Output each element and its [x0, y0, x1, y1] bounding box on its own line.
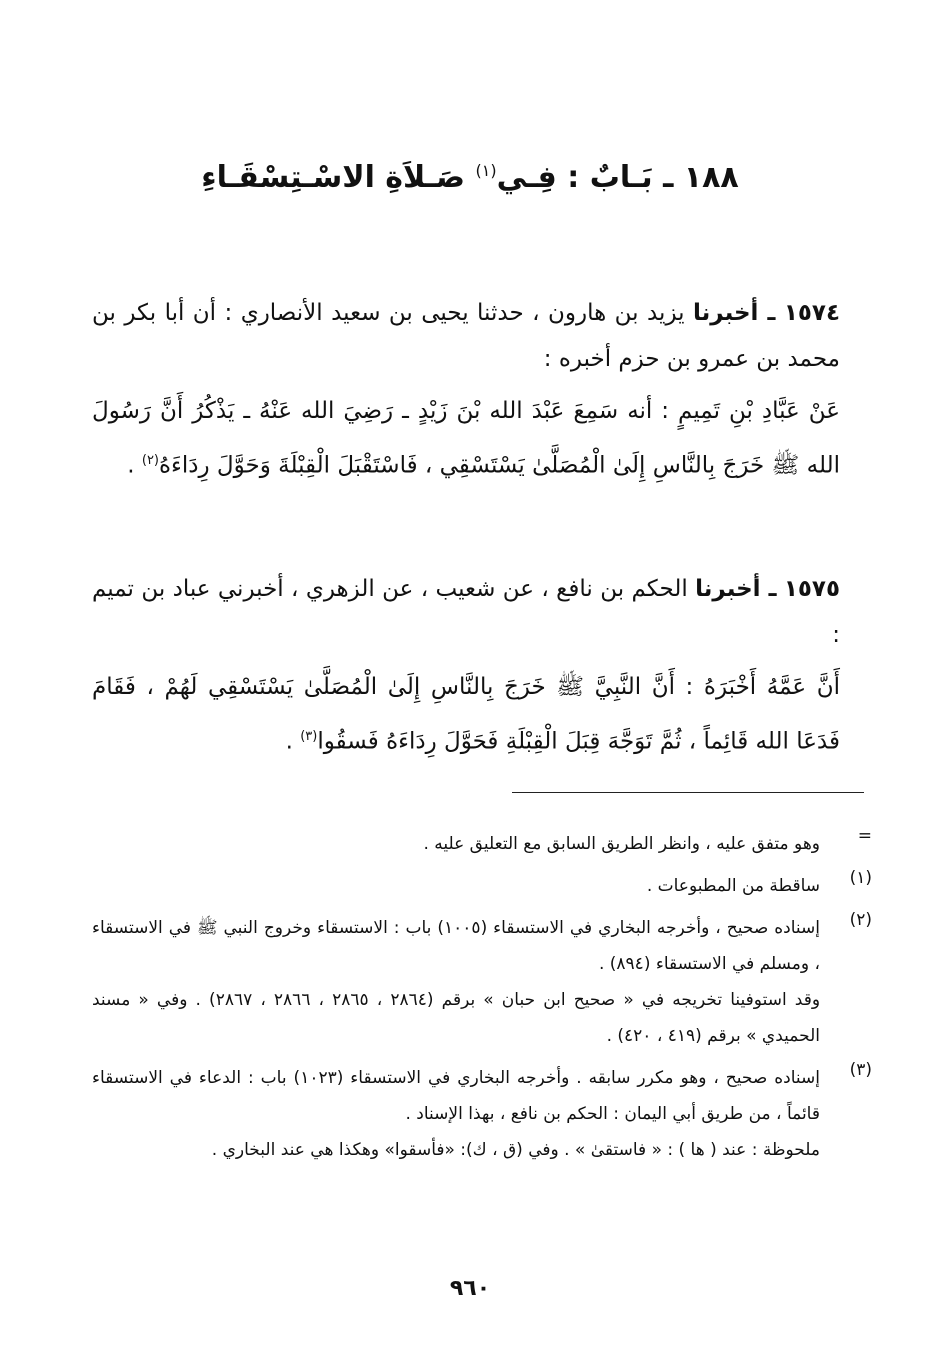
footnote-line: إسناده صحيح ، وأخرجه البخاري في الاستسقاء (١٠٠٥) باب : الاستسقاء وخروج النبي ﷺ في الاستسقاء ، ومسلم في الاستسقاء (٨٩٤) .	[92, 918, 820, 974]
footnote-line: وقد استوفينا تخريجه في « صحيح ابن حبان » برقم (٢٨٦٤ ، ٢٨٦٥ ، ٢٨٦٦ ، ٢٨٦٧) . وفي « مسند الحميدي » برقم (٤١٩ ، ٤٢٠) .	[92, 990, 821, 1046]
chapter-footnote-ref: (١)	[475, 161, 497, 180]
footnote	[92, 868, 872, 904]
hadith-isnad	[92, 290, 840, 382]
hadith-matn-text: أَنَّ عَمَّهُ أَخْبَرَهُ : أَنَّ النَّبِيَّ ﷺ خَرَجَ بِالنَّاسِ إِلَىٰ الْمُصَلَّىٰ يَسْتَسْقِي لَهُمْ ، فَقَامَ فَدَعَا الله قَائِماً ، ثُمَّ تَوَجَّهَ قِبَلَ الْقِبْلَةِ فَحَوَّلَ رِدَاءَهُ فَسقُوا	[92, 674, 840, 755]
footnote-body	[92, 910, 820, 1054]
hadith-matn	[92, 386, 840, 491]
hadith-1574	[92, 290, 840, 491]
hadith-number: ١٥٧٤	[783, 300, 840, 326]
footnote-line: إسناده صحيح ، وهو مكرر سابقه . وأخرجه البخاري في الاستسقاء (١٠٢٣) باب : الدعاء في الاستسقاء قائماً ، من طريق أبي اليمان : الحكم بن نافع ، بهذا الإسناد .	[92, 1068, 820, 1124]
hadith-isnad	[92, 566, 840, 658]
chapter-subject: صَـلاَةِ الاسْـتِسْقَـاءِ	[201, 160, 466, 195]
hadith-lead: ـ أخبرنا	[695, 576, 777, 602]
footnote	[92, 826, 872, 862]
hadith-end: .	[127, 452, 135, 479]
hadith-footnote-ref: (٣)	[300, 729, 318, 744]
chapter-number: ١٨٨	[683, 160, 739, 195]
hadith-end: .	[285, 728, 293, 755]
page-number: ٩٦٠	[449, 1276, 491, 1301]
footnote-body	[92, 826, 820, 862]
footnote-mark: (٢)	[849, 910, 872, 930]
footnote-separator	[512, 792, 864, 793]
chapter-title	[0, 160, 940, 195]
footnote	[92, 910, 872, 1054]
footnote-line: ساقطة من المطبوعات .	[646, 876, 820, 896]
footnote-line: ملحوظة : عند ( ها ) : « فاستقىٰ » . وفي (ق ، ك): «فأسقوا» وهكذا هي عند البخاري .	[211, 1140, 820, 1160]
hadith-matn-text: عَنْ عَبَّادِ بْنِ تَمِيمٍ : أنه سَمِعَ عَبْدَ الله بْنَ زَيْدٍ ـ رَضِيَ الله عَنْهُ ـ يَذْكُرُ أَنَّ رَسُولَ الله ﷺ خَرَجَ بِالنَّاسِ إِلَىٰ الْمُصَلَّىٰ يَسْتَسْقِي ، فَاسْتَقْبَلَ الْقِبْلَةَ وَحَوَّلَ رِدَاءَهُ	[92, 398, 840, 479]
hadith-isnad-text: يزيد بن هارون ، حدثنا يحيى بن سعيد الأنصاري : أن أبا بكر بن محمد بن عمرو بن حزم أخبره :	[92, 300, 840, 372]
footnote-mark: (٣)	[849, 1060, 872, 1080]
hadith-number: ١٥٧٥	[783, 576, 840, 602]
footnote-mark: =	[857, 826, 872, 846]
hadith-1575	[92, 566, 840, 767]
hadith-matn	[92, 662, 840, 767]
footnote	[92, 1060, 872, 1168]
footnote-mark: (١)	[849, 868, 872, 888]
chapter-label: ـ بَـابٌ : فِـي	[496, 160, 674, 195]
hadith-isnad-text: الحكم بن نافع ، عن شعيب ، عن الزهري ، أخبرني عباد بن تميم :	[92, 576, 840, 648]
hadith-footnote-ref: (٢)	[141, 453, 159, 468]
footnote-line: وهو متفق عليه ، وانظر الطريق السابق مع التعليق عليه .	[423, 834, 820, 854]
footnotes	[92, 826, 872, 1174]
footnote-body	[92, 1060, 820, 1168]
footnote-body	[92, 868, 820, 904]
hadith-lead: ـ أخبرنا	[692, 300, 776, 326]
